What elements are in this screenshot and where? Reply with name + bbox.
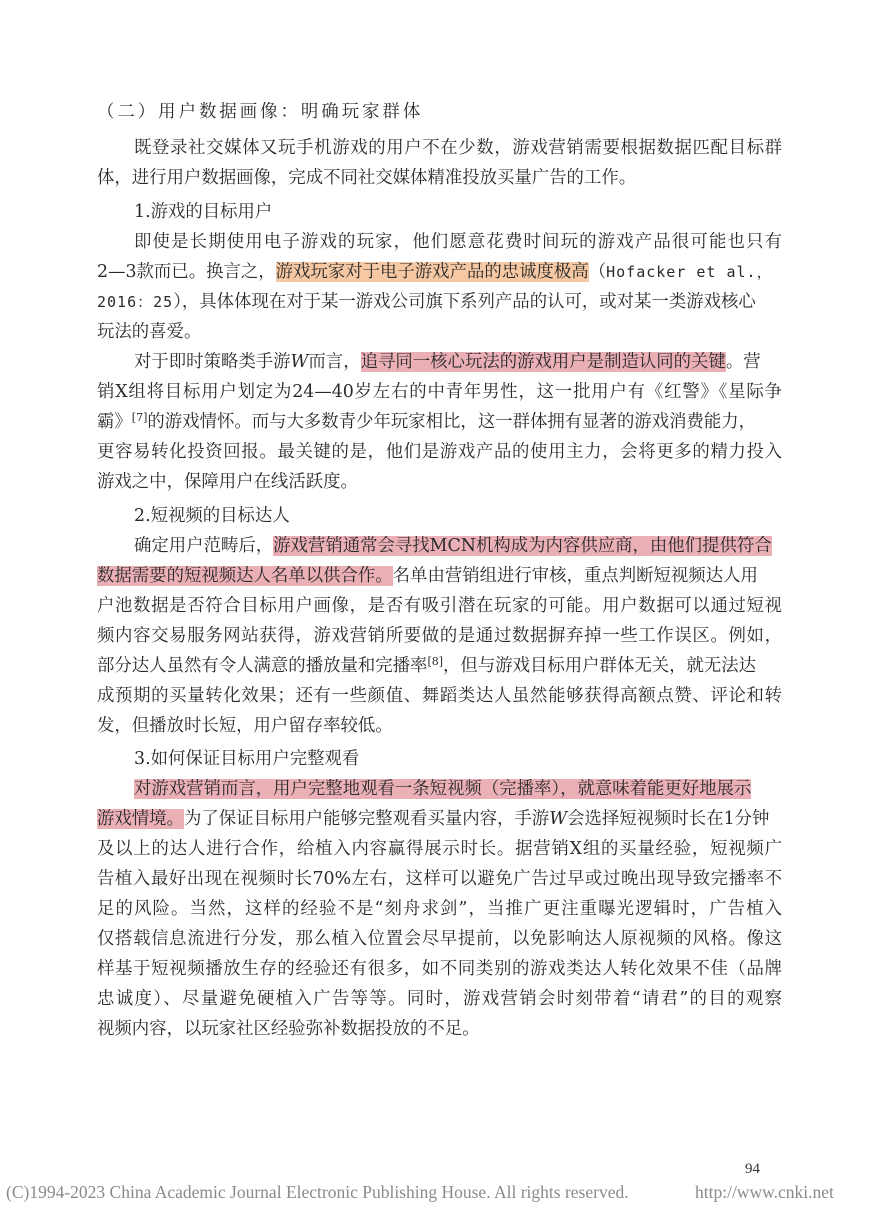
paragraph-line: 样基于短视频播放生存的经验还有很多，如不同类别的游戏类达人转化效果不佳（品牌 [97,959,782,979]
paragraph-line [134,531,782,561]
highlight-pink: 对游戏营销而言，用户完整地观看一条短视频（完播率），就意味着能更好地展示 [134,779,752,799]
text-span: 而言， [308,352,361,372]
text-span: 部分达人虽然有令人满意的播放量和完播率 [97,656,428,676]
citation-year: 2016：25 [97,293,174,311]
paragraph-line [97,561,782,591]
copyright-footer [6,1182,886,1208]
paragraph-line: 游戏之中，保障用户在线活跃度。 [97,472,358,492]
paragraph-line: 销X组将目标用户划定为24—40岁左右的中青年男性，这一批用户有《红警》《星际争 [97,382,782,402]
copyright-text: (C)1994-2023 China Academic Journal Electronic Publishing House. All rights reserved. [6,1182,629,1202]
citation-authors: Hofacker et al.， [606,263,773,281]
text-span: 会选择短视频时长在1分钟 [567,809,770,829]
paragraph-line [97,804,782,834]
game-name: W [290,352,309,372]
paragraph-line: 发，但播放时长短，用户留存率较低。 [97,716,393,736]
game-name: W [549,809,568,829]
paragraph-line [97,287,782,317]
text-span: ），具体体现在对于某一游戏公司旗下系列产品的认可，或对某一类游戏核心 [173,292,756,312]
paragraph-line [134,347,782,377]
paragraph-line [97,407,782,437]
text-span: （ [588,262,607,282]
website-link[interactable]: http://www.cnki.net [695,1182,834,1202]
text-span: ，但与游戏目标用户群体无关，就无法达 [443,656,757,676]
paragraph-line: 忠诚度）、尽量避免硬植入广告等等。同时，游戏营销会时刻带着“请君”的目的观察 [97,989,782,1009]
highlight-pink: 游戏情境。 [97,809,184,829]
paragraph-line: 频内容交易服务网站获得，游戏营销所要做的是通过数据摒弃掉一些工作误区。例如， [97,626,782,646]
paragraph-line: 更容易转化投资回报。最关键的是，他们是游戏产品的使用主力，会将更多的精力投入 [97,442,782,462]
highlight-pink: 追寻同一核心玩法的游戏用户是制造认同的关键 [360,352,726,372]
paragraph-line: 即使是长期使用电子游戏的玩家，他们愿意花费时间玩的游戏产品很可能也只有 [134,232,782,252]
text-span: 的游戏情怀。而与大多数青少年玩家相比，这一群体拥有显著的游戏消费能力， [147,412,757,432]
paragraph-line [97,257,782,287]
paragraph-line [97,651,782,681]
subheading-complete-viewing: 3.如何保证目标用户完整观看 [134,749,360,769]
text-span: 2—3款而已。换言之， [97,262,276,282]
paragraph-line: 既登录社交媒体又玩手机游戏的用户不在少数，游戏营销需要根据数据匹配目标群 [134,138,782,158]
text-span: 确定用户范畴后， [134,536,274,556]
paragraph-line: 视频内容，以玩家社区经验弥补数据投放的不足。 [97,1019,480,1039]
text-span: 。营 [725,352,761,372]
reference-marker: [7] [131,411,148,424]
text-span: 为了保证目标用户能够完整观看买量内容，手游 [183,809,550,829]
text-span: 名单由营销组进行审核，重点判断短视频达人用 [392,566,758,586]
subheading-target-users: 1.游戏的目标用户 [134,202,273,222]
paragraph-line: 仅搭载信息流进行分发，那么植入位置会尽早提前，以免影响达人原视频的风格。像这 [97,929,782,949]
text-span: 对于即时策略类手游 [134,352,291,372]
highlight-pink: 数据需要的短视频达人名单以供合作。 [97,566,393,586]
paragraph-line [134,774,782,804]
paragraph-line: 告植入最好出现在视频时长70%左右，这样可以避免广告过早或过晚出现导致完播率不 [97,869,782,889]
highlight-pink: 游戏营销通常会寻找MCN机构成为内容供应商，由他们提供符合 [273,536,772,556]
page-number: 94 [745,1161,760,1177]
reference-marker: [8] [427,655,444,668]
paragraph-line: 户池数据是否符合目标用户画像，是否有吸引潜在玩家的可能。用户数据可以通过短视 [97,596,782,616]
paragraph-line: 玩法的喜爱。 [97,322,202,342]
subheading-target-creators: 2.短视频的目标达人 [134,506,290,526]
text-span: 霸》 [97,412,132,432]
paragraph-line: 成预期的买量转化效果；还有一些颜值、舞蹈类达人虽然能够获得高额点赞、评论和转 [97,686,782,706]
paragraph-line: 足的风险。当然，这样的经验不是“刻舟求剑”，当推广更注重曝光逻辑时，广告植入 [97,899,782,919]
paragraph-line: 体，进行用户数据画像，完成不同社交媒体精准投放买量广告的工作。 [97,168,637,188]
highlight-orange: 游戏玩家对于电子游戏产品的忠诚度极高 [275,262,589,282]
paragraph-line: 及以上的达人进行合作，给植入内容赢得展示时长。据营销X组的买量经验，短视频广 [97,839,782,859]
section-heading: （二）用户数据画像：明确玩家群体 [97,102,424,122]
